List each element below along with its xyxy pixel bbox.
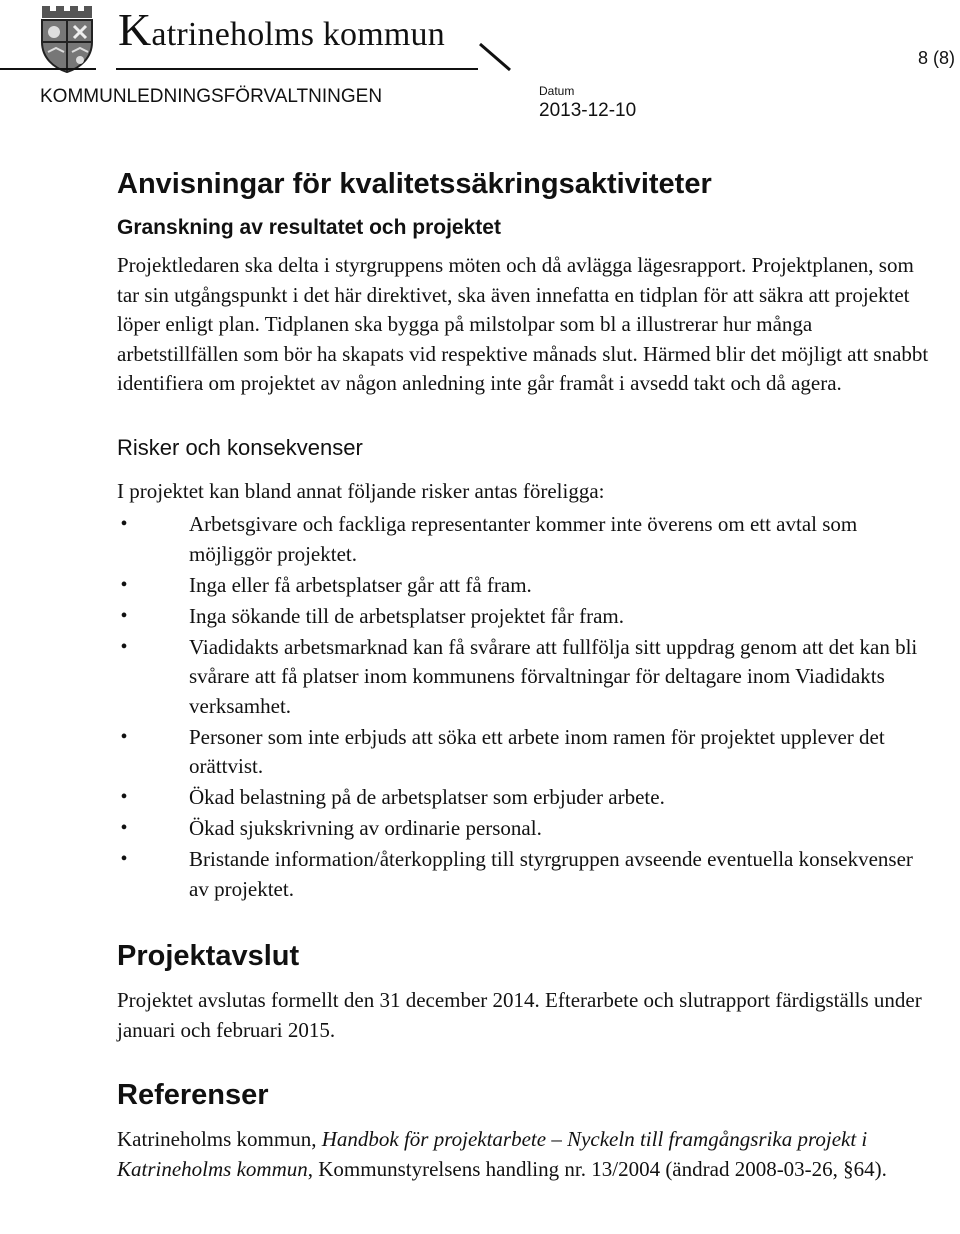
bullet-icon: • [120,817,128,839]
risk-item [117,723,937,782]
risk-item [117,814,937,844]
bullet-icon: • [120,604,128,627]
closing-heading: Projektavslut [117,940,300,972]
bullet-icon: • [120,513,128,535]
date-label: Datum [539,84,575,98]
risk-item [117,633,937,722]
bullet-icon: • [120,635,128,658]
risk-text: Inga eller få arbetsplatser går att få fram. [189,572,532,597]
review-paragraph: Projektledaren ska delta i styrgruppens möten och då avlägga lägesrapport. Projektplanen, som tar sin utgångspunkt i det här direktivet, ska även innefatta en tidplan för att säkra att projektet löper enligt plan. Tidplanen ska bygga på milstolpar som bl a illustrerar hur många arbetstillfällen som bör ha skapats vid respektive månads slut. Härmed blir det möjligt att snabbt identifiera om projektet av någon anledning inte går framåt i avsedd takt och då agera. [117,253,929,395]
municipal-crest-icon [36,2,104,74]
risk-text: Arbetsgivare och fackliga representanter kommer inte överens om ett avtal som möjliggör projektet. [189,512,858,566]
closing-paragraph: Projektet avslutas formellt den 31 december 2014. Efterarbete och slutrapport färdigställs under januari och februari 2015. [117,988,922,1042]
risk-item [117,510,937,569]
risk-item [117,783,937,813]
page-number: 8 (8) [917,48,955,68]
bullet-icon: • [120,848,128,870]
reference-author: Katrineholms kommun, [117,1127,322,1151]
risk-text: Ökad sjukskrivning av ordinarie personal. [189,816,542,840]
risk-text: Inga sökande till de arbetsplatser projektet får fram. [189,603,624,628]
header-rule-slash [478,40,518,72]
bullet-icon: • [120,573,128,596]
risk-text: Bristande information/återkoppling till styrgruppen avseende eventuella konsekvenser av projektet. [189,847,913,901]
risk-item [117,845,937,904]
risk-item [117,602,937,632]
date-value: 2013-12-10 [539,100,637,121]
risk-item [117,571,937,601]
header-rule-left [0,68,96,70]
document-body [117,166,937,1184]
reference-details: , Kommunstyrelsens handling nr. 13/2004 (ändrad 2008-03-26, §64). [307,1156,887,1181]
department-name: KOMMUNLEDNINGSFÖRVALTNINGEN [40,86,383,107]
risk-text: Ökad belastning på de arbetsplatser som erbjuder arbete. [189,785,665,809]
risk-list [117,510,937,904]
risk-text: Personer som inte erbjuds att söka ett arbete inom ramen för projektet upplever det orättvist. [189,724,885,778]
municipality-name [118,4,445,55]
bullet-icon: • [120,725,128,748]
risks-heading: Risker och konsekvenser [117,434,363,460]
header-rule [116,68,478,70]
references-heading: Referenser [117,1079,269,1111]
brand-initial: K [118,4,152,55]
bullet-icon: • [120,786,128,808]
document-title: Anvisningar för kvalitetssäkringsaktiviteter [117,168,712,200]
review-heading: Granskning av resultatet och projektet [117,216,501,239]
brand-rest: atrineholms kommun [151,16,445,53]
risk-text: Viadidakts arbetsmarknad kan få svårare att fullfölja sitt uppdrag genom att det kan bli svårare att få platser inom kommunens förvaltningar för deltagare inom Viadidakts verksamhet. [189,634,918,718]
reference-title: Handbok för projektarbete – Nyckeln till framgångsrika projekt i Katrineholms kommun [117,1127,868,1181]
reference-entry [117,1125,937,1184]
risks-intro: I projektet kan bland annat följande risker antas föreligga: [117,478,605,503]
